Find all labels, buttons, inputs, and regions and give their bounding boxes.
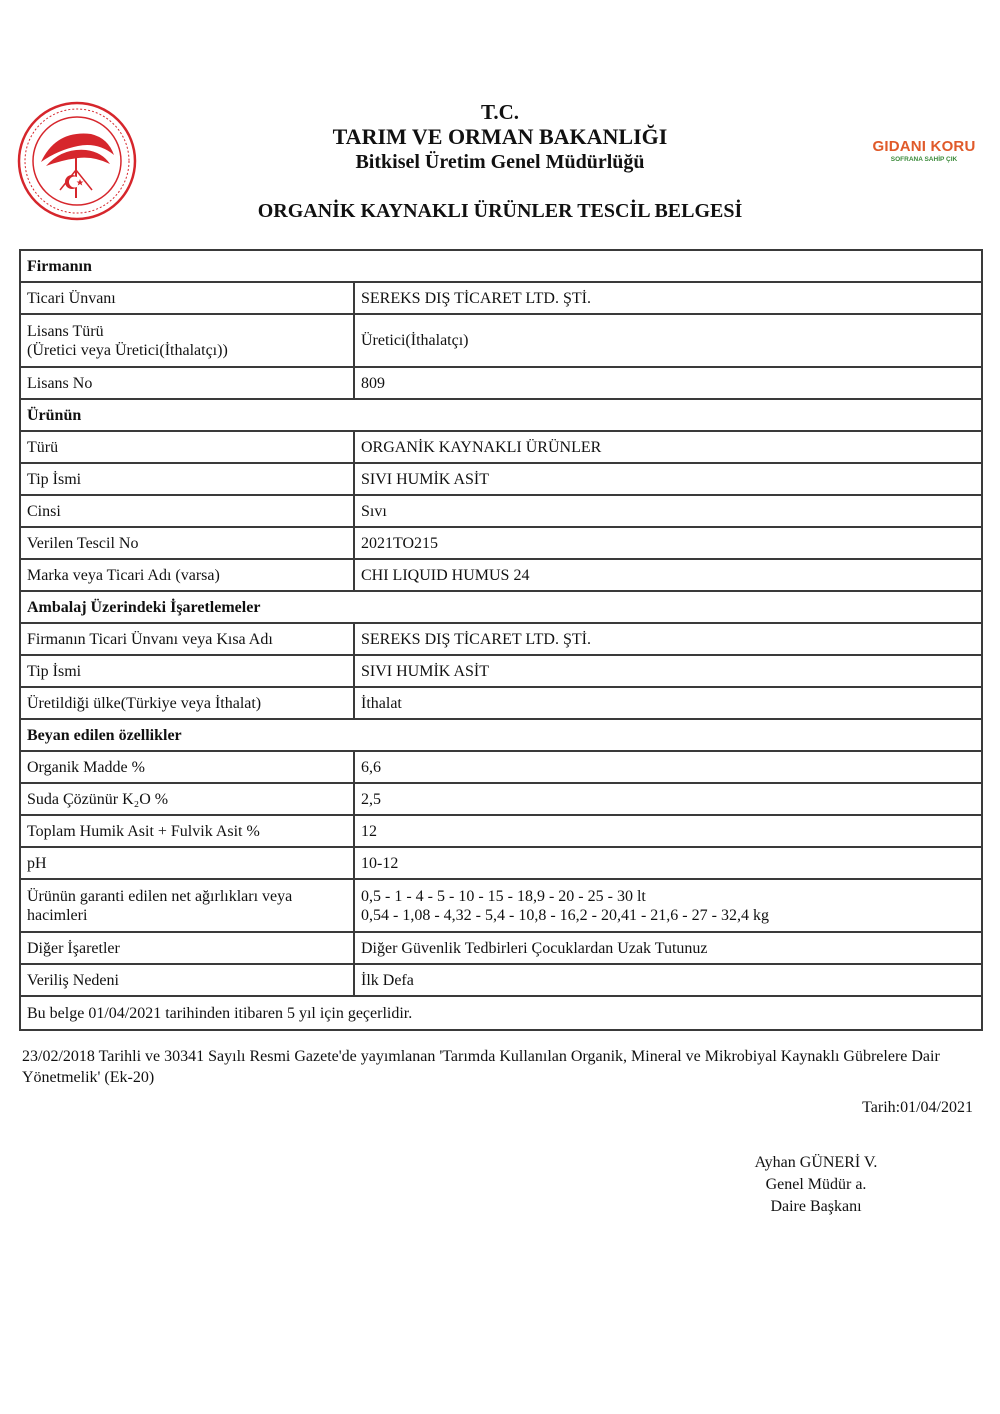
table-row bbox=[20, 559, 982, 591]
issue-date: Tarih:01/04/2021 bbox=[862, 1099, 973, 1116]
row-label-line: Lisans Türü bbox=[27, 322, 104, 340]
table-row bbox=[20, 623, 982, 655]
row-label: Marka veya Ticari Adı (varsa) bbox=[20, 559, 354, 591]
row-value: 809 bbox=[354, 367, 982, 399]
row-label: Suda Çözünür K₂O % bbox=[20, 783, 354, 815]
row-label: Veriliş Nedeni bbox=[20, 964, 354, 996]
header-ministry: TARIM VE ORMAN BAKANLIĞI bbox=[332, 124, 668, 149]
row-label: Lisans No bbox=[20, 367, 354, 399]
table-row bbox=[20, 687, 982, 719]
section-title: Ürünün bbox=[20, 399, 982, 431]
validity-text: Bu belge 01/04/2021 tarihinden itibaren 5 yıl için geçerlidir. bbox=[20, 996, 982, 1030]
row-value: SEREKS DIŞ TİCARET LTD. ŞTİ. bbox=[354, 623, 982, 655]
signatory-department: Daire Başkanı bbox=[770, 1198, 862, 1215]
section-title: Ambalaj Üzerindeki İşaretlemeler bbox=[20, 591, 982, 623]
table-row bbox=[20, 463, 982, 495]
table-row bbox=[20, 495, 982, 527]
row-value: 12 bbox=[354, 815, 982, 847]
table-row bbox=[20, 527, 982, 559]
row-label: Diğer İşaretler bbox=[20, 932, 354, 964]
row-value: 6,6 bbox=[354, 751, 982, 783]
row-value: SIVI HUMİK ASİT bbox=[354, 655, 982, 687]
table-row bbox=[20, 314, 982, 367]
row-label: Ticari Ünvanı bbox=[20, 282, 354, 314]
table-row bbox=[20, 367, 982, 399]
row-label: Ürünün garanti edilen net ağırlıkları veya hacimleri bbox=[20, 879, 354, 932]
row-value: 2021TO215 bbox=[354, 527, 982, 559]
table-row bbox=[20, 783, 982, 815]
row-label: Tip İsmi bbox=[20, 463, 354, 495]
row-label: Cinsi bbox=[20, 495, 354, 527]
row-value: 2,5 bbox=[354, 783, 982, 815]
row-label: pH bbox=[20, 847, 354, 879]
row-label bbox=[20, 314, 354, 367]
row-value: CHI LIQUID HUMUS 24 bbox=[354, 559, 982, 591]
table-row bbox=[20, 879, 982, 932]
signature-block bbox=[700, 1152, 932, 1218]
table-row bbox=[20, 847, 982, 879]
row-label: Üretildiği ülke(Türkiye veya İthalat) bbox=[20, 687, 354, 719]
brand-tagline: SOFRANA SAHİP ÇIK bbox=[890, 156, 958, 163]
row-value: Diğer Güvenlik Tedbirleri Çocuklardan Uzak Tutunuz bbox=[354, 932, 982, 964]
row-label: Verilen Tescil No bbox=[20, 527, 354, 559]
table-row bbox=[20, 431, 982, 463]
row-label: Toplam Humik Asit + Fulvik Asit % bbox=[20, 815, 354, 847]
document-title: ORGANİK KAYNAKLI ÜRÜNLER TESCİL BELGESİ bbox=[257, 200, 743, 222]
row-value: SEREKS DIŞ TİCARET LTD. ŞTİ. bbox=[354, 282, 982, 314]
row-value: 10-12 bbox=[354, 847, 982, 879]
signatory-title: Genel Müdür a. bbox=[765, 1176, 867, 1193]
section-firm bbox=[20, 250, 982, 282]
regulation-reference: 23/02/2018 Tarihli ve 30341 Sayılı Resmi Gazete'de yayımlanan 'Tarımda Kullanılan Organik, Mineral ve Mikrobiyal Kaynaklı Gübrelere Dair Yönetmelik' (Ek-20) bbox=[22, 1048, 940, 1086]
section-properties bbox=[20, 719, 982, 751]
header-department: Bitkisel Üretim Genel Müdürlüğü bbox=[355, 151, 645, 173]
row-label: Organik Madde % bbox=[20, 751, 354, 783]
section-product bbox=[20, 399, 982, 431]
validity-row bbox=[20, 996, 982, 1030]
row-value: İthalat bbox=[354, 687, 982, 719]
table-row bbox=[20, 282, 982, 314]
weights-kilograms: 0,54 - 1,08 - 4,32 - 5,4 - 10,8 - 16,2 - 20,41 - 21,6 - 27 - 32,4 kg bbox=[361, 906, 769, 924]
signatory-name: Ayhan GÜNERİ V. bbox=[754, 1154, 878, 1171]
row-value: ORGANİK KAYNAKLI ÜRÜNLER bbox=[354, 431, 982, 463]
table-row bbox=[20, 932, 982, 964]
row-label: Firmanın Ticari Ünvanı veya Kısa Adı bbox=[20, 623, 354, 655]
table-row bbox=[20, 751, 982, 783]
row-value: Sıvı bbox=[354, 495, 982, 527]
table-row bbox=[20, 815, 982, 847]
weights-liters: 0,5 - 1 - 4 - 5 - 10 - 15 - 18,9 - 20 - 25 - 30 lt bbox=[361, 887, 646, 905]
section-title: Firmanın bbox=[20, 250, 982, 282]
row-value: İlk Defa bbox=[354, 964, 982, 996]
row-label-line: (Üretici veya Üretici(İthalatçı)) bbox=[27, 341, 228, 359]
table-row bbox=[20, 964, 982, 996]
row-value bbox=[354, 879, 982, 932]
registration-table bbox=[19, 249, 983, 1031]
brand-name: GIDANI KORU bbox=[872, 138, 976, 155]
row-label: Türü bbox=[20, 431, 354, 463]
header-tc: T.C. bbox=[480, 100, 520, 124]
table-row bbox=[20, 655, 982, 687]
section-packaging bbox=[20, 591, 982, 623]
row-value: SIVI HUMİK ASİT bbox=[354, 463, 982, 495]
row-value: Üretici(İthalatçı) bbox=[354, 314, 982, 367]
section-title: Beyan edilen özellikler bbox=[20, 719, 982, 751]
row-label: Tip İsmi bbox=[20, 655, 354, 687]
